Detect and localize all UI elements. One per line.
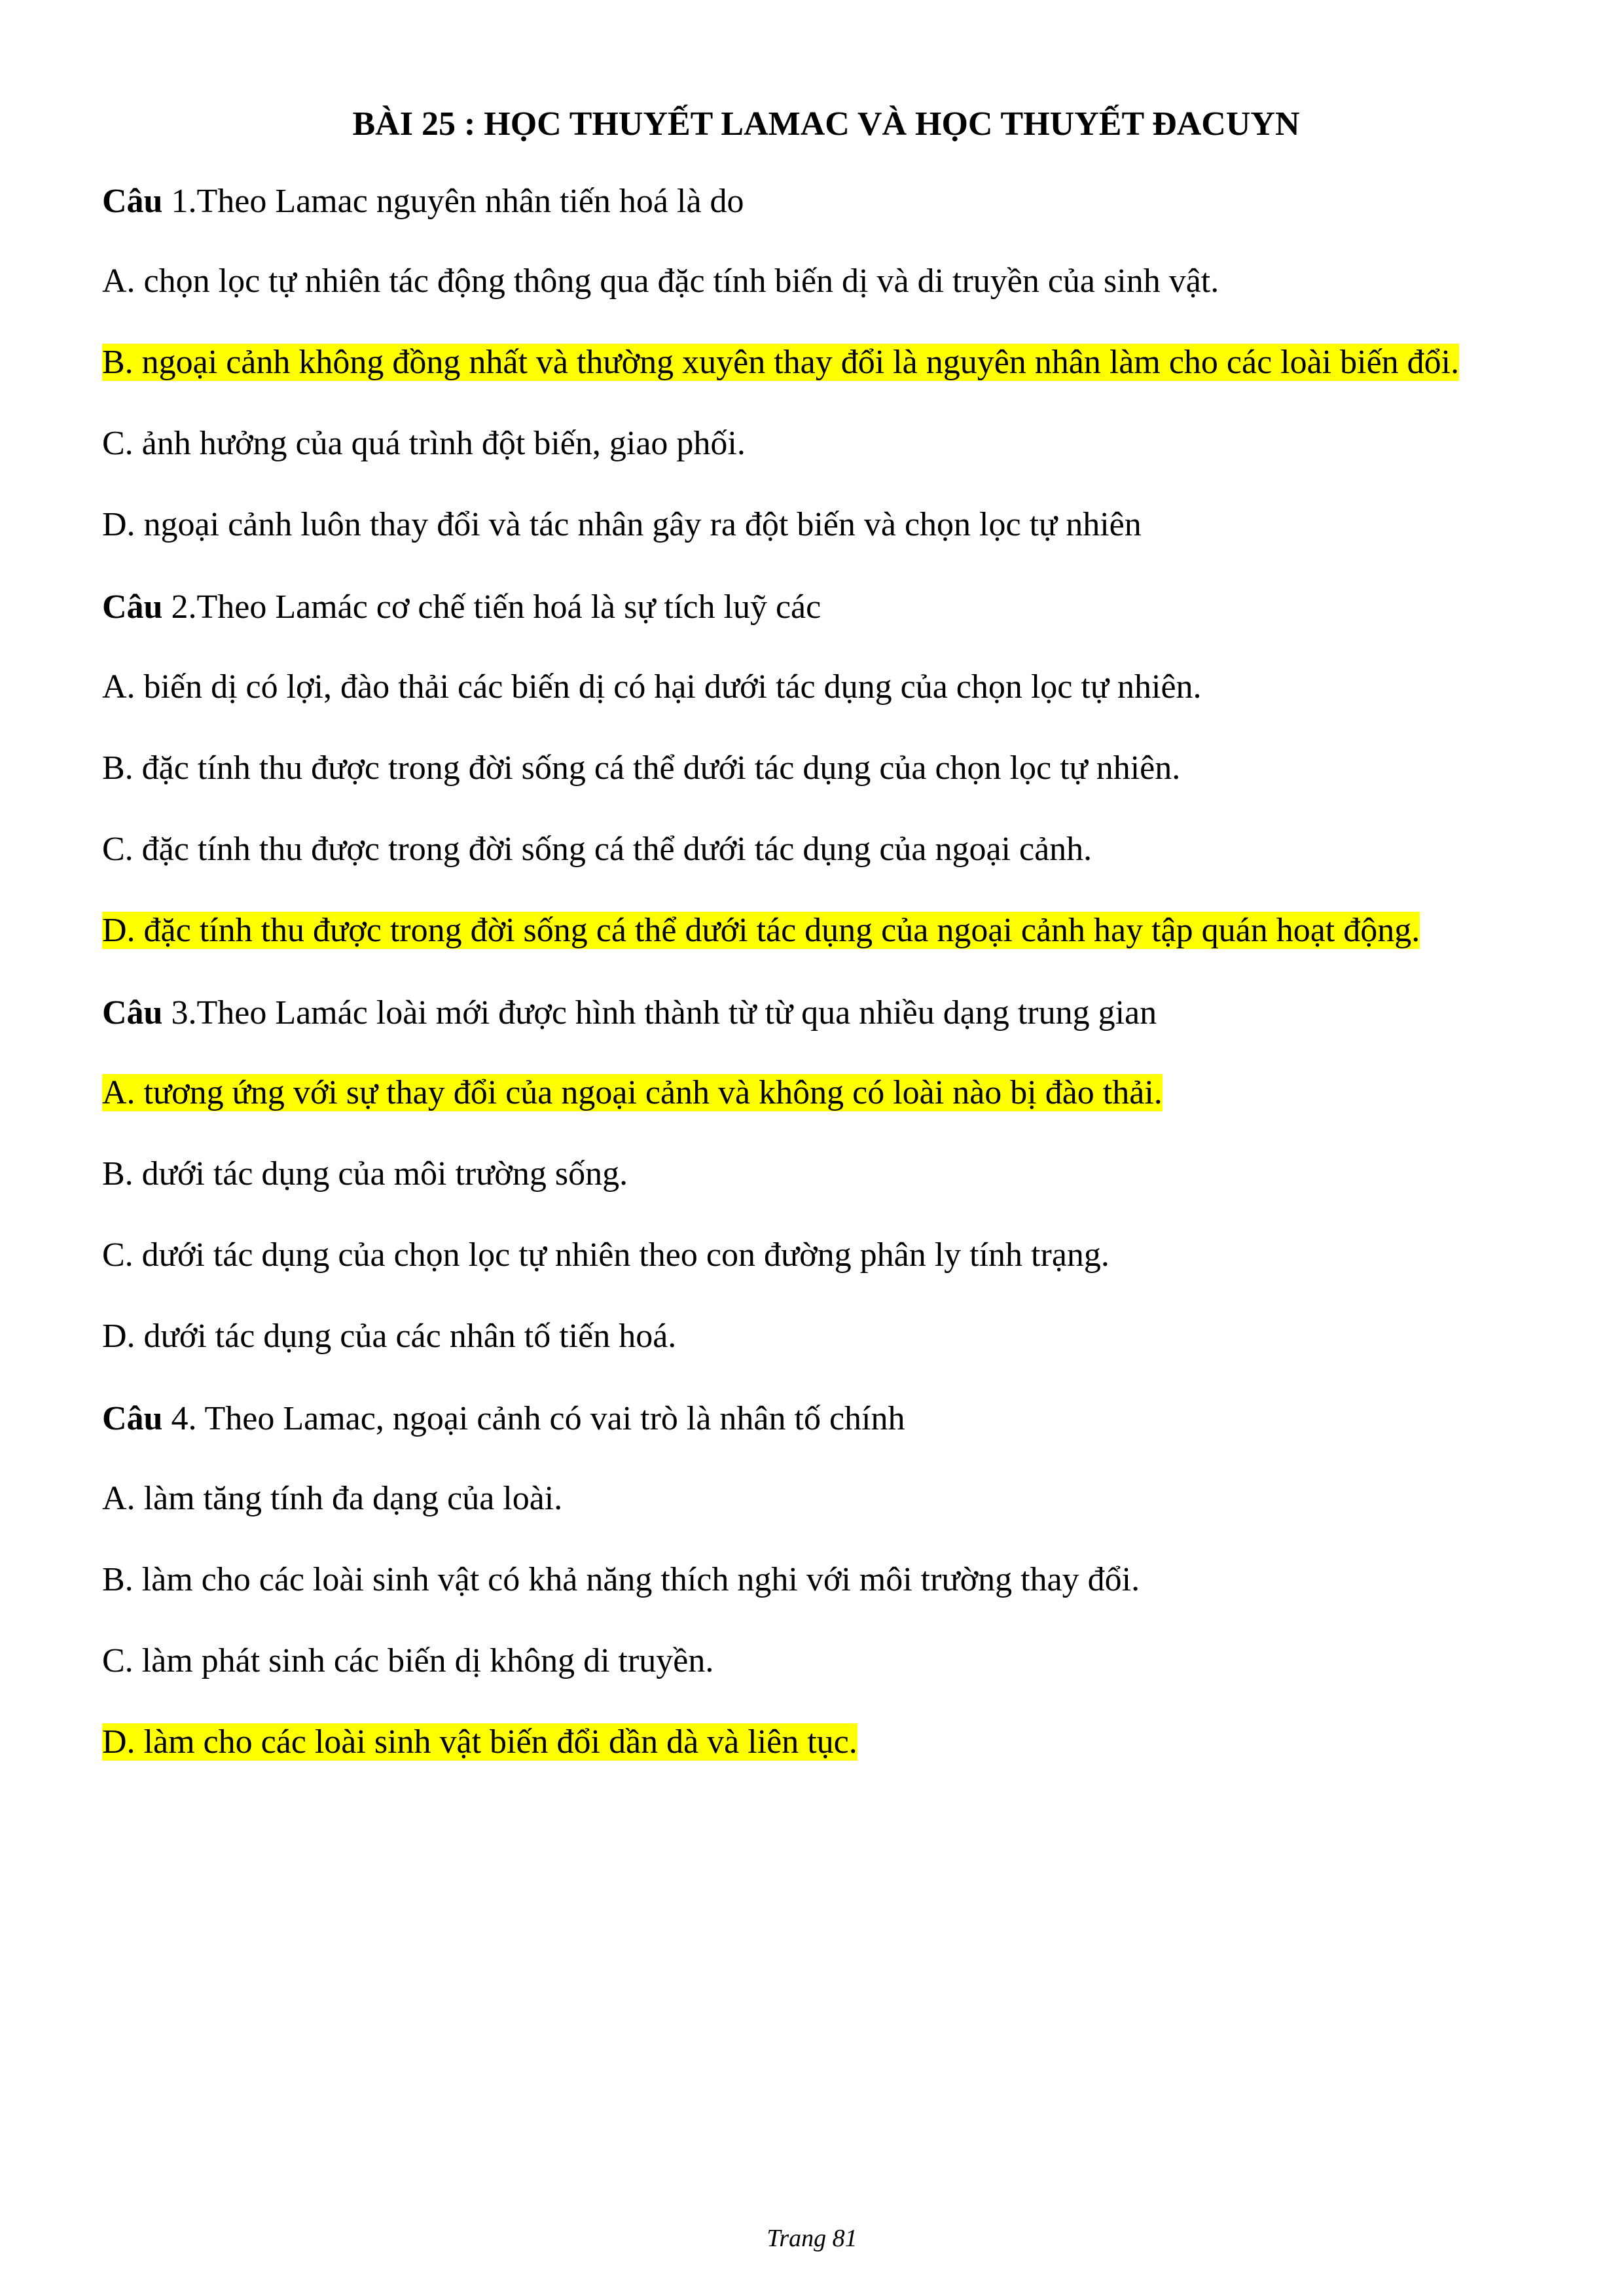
option-3d	[102, 1312, 1550, 1361]
question-label: Câu	[102, 588, 163, 626]
document-page	[102, 98, 1550, 1799]
question-1	[102, 175, 1550, 228]
option-4d	[102, 1717, 1550, 1767]
question-3	[102, 987, 1550, 1039]
option-1c	[102, 419, 1550, 469]
page-title: BÀI 25 : HỌC THUYẾT LAMAC VÀ HỌC THUYẾT ĐACUYN	[352, 105, 1300, 143]
question-text: 2.Theo Lamác cơ chế tiến hoá là sự tích luỹ các	[162, 588, 821, 626]
option-3a	[102, 1068, 1550, 1118]
option-text: C. ảnh hưởng của quá trình đột biến, giao phối.	[102, 425, 746, 462]
question-4	[102, 1393, 1550, 1445]
option-text: C. đặc tính thu được trong đời sống cá thể dưới tác dụng của ngoại cảnh.	[102, 831, 1092, 868]
question-text: 3.Theo Lamác loài mới được hình thành từ từ qua nhiều dạng trung gian	[162, 994, 1157, 1031]
option-4c	[102, 1636, 1550, 1686]
option-1a	[102, 257, 1550, 306]
question-label: Câu	[102, 183, 163, 220]
option-4b	[102, 1555, 1550, 1605]
option-text: C. dưới tác dụng của chọn lọc tự nhiên theo con đường phân ly tính trạng.	[102, 1236, 1110, 1274]
option-text-highlighted: A. tương ứng với sự thay đổi của ngoại cảnh và không có loài nào bị đào thải.	[102, 1074, 1163, 1111]
option-text: D. ngoại cảnh luôn thay đổi và tác nhân gây ra đột biến và chọn lọc tự nhiên	[102, 506, 1142, 543]
option-2b	[102, 744, 1550, 793]
option-2c	[102, 825, 1550, 874]
option-1d	[102, 500, 1550, 550]
option-text: D. dưới tác dụng của các nhân tố tiến hoá.	[102, 1318, 677, 1355]
option-text: A. biến dị có lợi, đào thải các biến dị có hại dưới tác dụng của chọn lọc tự nhiên.	[102, 668, 1202, 706]
question-2	[102, 581, 1550, 634]
option-3b	[102, 1149, 1550, 1199]
option-text-highlighted: D. làm cho các loài sinh vật biến đổi dần dà và liên tục.	[102, 1723, 857, 1761]
question-label: Câu	[102, 1400, 163, 1437]
option-text-highlighted: D. đặc tính thu được trong đời sống cá thể dưới tác dụng của ngoại cảnh hay tập quán hoạt động.	[102, 912, 1420, 949]
option-text: B. làm cho các loài sinh vật có khả năng thích nghi với môi trường thay đổi.	[102, 1561, 1140, 1598]
option-text: A. làm tăng tính đa dạng của loài.	[102, 1480, 563, 1517]
option-text: C. làm phát sinh các biến dị không di truyền.	[102, 1642, 714, 1679]
option-4a	[102, 1474, 1550, 1524]
option-2a	[102, 662, 1550, 712]
option-3c	[102, 1230, 1550, 1280]
option-text: B. đặc tính thu được trong đời sống cá thể dưới tác dụng của chọn lọc tự nhiên.	[102, 749, 1181, 787]
option-text: A. chọn lọc tự nhiên tác động thông qua đặc tính biến dị và di truyền của sinh vật.	[102, 262, 1219, 300]
question-text: 4. Theo Lamac, ngoại cảnh có vai trò là nhân tố chính	[162, 1400, 905, 1437]
option-text-highlighted: B. ngoại cảnh không đồng nhất và thường xuyên thay đổi là nguyên nhân làm cho các loài biến đổi.	[102, 344, 1460, 381]
question-text: 1.Theo Lamac nguyên nhân tiến hoá là do	[162, 183, 744, 220]
option-1b	[102, 338, 1550, 387]
option-2d	[102, 906, 1550, 956]
page-number: Trang 81	[767, 2225, 857, 2252]
option-text: B. dưới tác dụng của môi trường sống.	[102, 1155, 628, 1193]
question-label: Câu	[102, 994, 163, 1031]
